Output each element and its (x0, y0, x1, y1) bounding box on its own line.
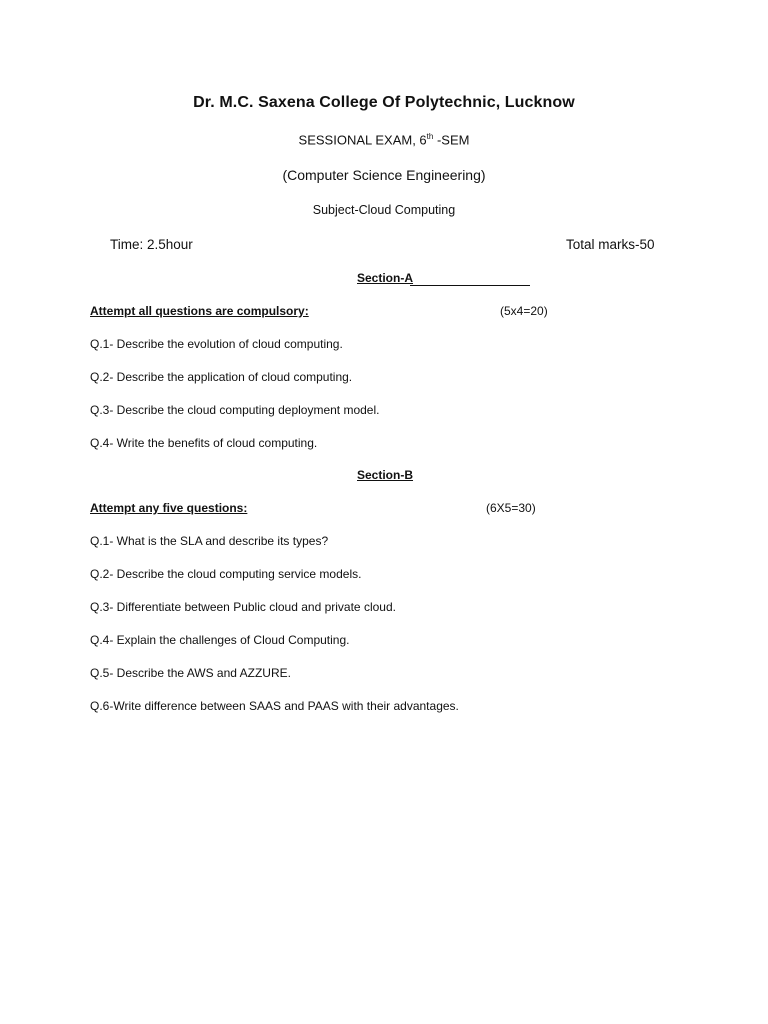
section-a-instruction: Attempt all questions are compulsory: (90, 304, 309, 318)
section-a-question: Q.4- Write the benefits of cloud computing. (90, 436, 318, 450)
exam-title-prefix: SESSIONAL EXAM, 6 (298, 132, 427, 148)
section-a-question: Q.3- Describe the cloud computing deployment model. (90, 403, 380, 417)
section-b-instruction: Attempt any five questions: (90, 501, 248, 515)
section-b-question: Q.3- Differentiate between Public cloud and private cloud. (90, 600, 396, 614)
section-b-question: Q.2- Describe the cloud computing service models. (90, 567, 362, 581)
exam-time: Time: 2.5hour (110, 237, 193, 252)
subject: Subject-Cloud Computing (312, 203, 456, 217)
exam-title-superscript: th (426, 132, 434, 141)
section-b-question: Q.5- Describe the AWS and AZZURE. (90, 666, 291, 680)
department: (Computer Science Engineering) (282, 167, 486, 183)
exam-title (0, 132, 768, 147)
section-a-marks: (5x4=20) (500, 304, 548, 318)
section-b-question: Q.4- Explain the challenges of Cloud Computing. (90, 633, 350, 647)
total-marks: Total marks-50 (566, 237, 655, 252)
college-name: Dr. M.C. Saxena College Of Polytechnic, Lucknow (193, 94, 575, 111)
section-a-underline (410, 285, 530, 286)
section-a-question: Q.1- Describe the evolution of cloud computing. (90, 337, 343, 351)
section-a-title: Section-A (357, 271, 414, 285)
section-b-title: Section-B (357, 468, 414, 482)
exam-title-suffix: -SEM (433, 132, 470, 148)
section-b-question: Q.6-Write difference between SAAS and PAAS with their advantages. (90, 699, 459, 713)
section-b-question: Q.1- What is the SLA and describe its types? (90, 534, 329, 548)
section-b-marks: (6X5=30) (486, 501, 536, 515)
section-a-question: Q.2- Describe the application of cloud computing. (90, 370, 353, 384)
